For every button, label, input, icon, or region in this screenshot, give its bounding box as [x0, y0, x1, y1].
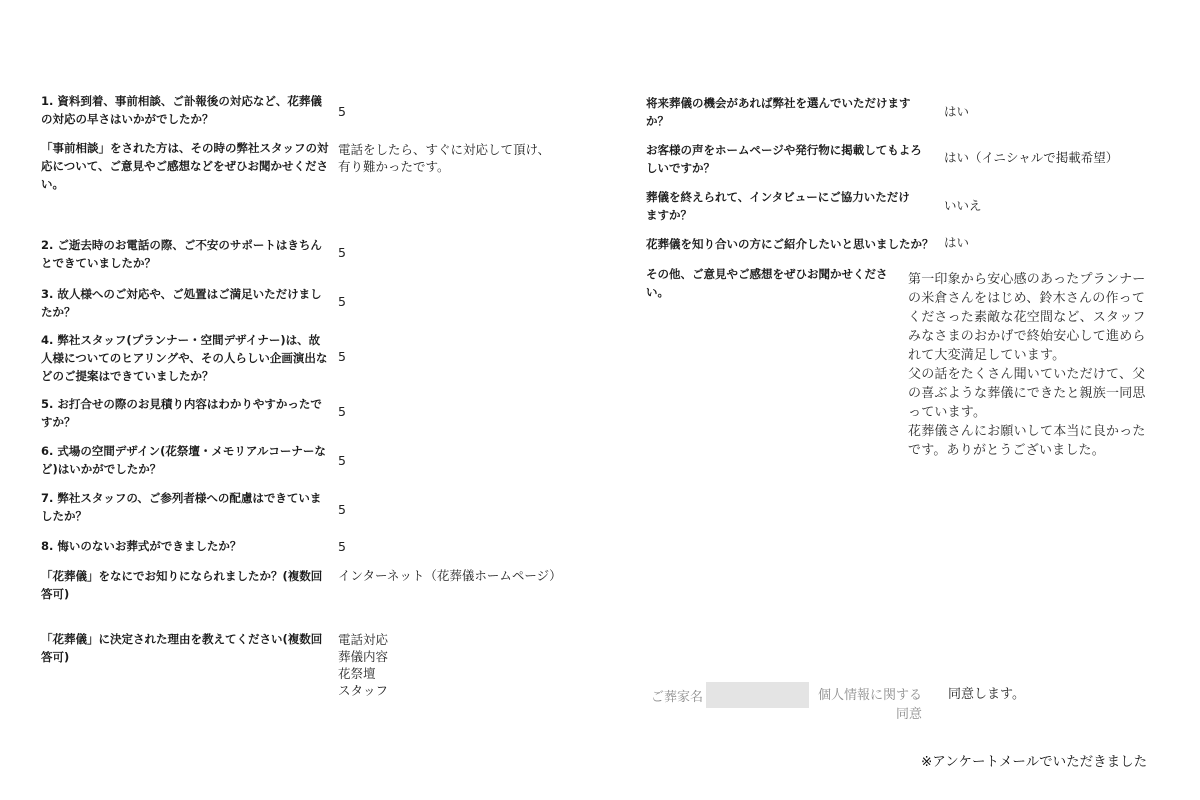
privacy-label — [818, 686, 924, 724]
privacy-label-line2: 同意 — [895, 707, 922, 722]
answer-7: 5 — [338, 502, 346, 517]
privacy-label-line1: 個人情報に関する — [818, 688, 923, 703]
source-note: ※アンケートメールでいただきました — [921, 754, 1148, 770]
question-1: 1. 資料到着、事前相談、ご訃報後の対応など、花葬儀の対応の早さはいかがでしたか？ — [41, 94, 322, 126]
question-future: 将来葬儀の機会があれば弊社を選んでいただけますか？ — [646, 96, 911, 128]
question-7: 7. 弊社スタッフの、ご参列者様への配慮はできていましたか？ — [41, 491, 322, 523]
question-reason: 「花葬儀」に決定された理由を教えてください(複数回答可) — [41, 632, 323, 664]
question-introduce: 花葬儀を知り合いの方にご紹介したいと思いましたか？ — [646, 237, 934, 251]
answer-other-handwritten: 第一印象から安心感のあったプランナーの米倉さんをはじめ、鈴木さんの作ってくださった素敵な花空間など、スタッフみなさまのおかげで終始安心して進められて大変満足しています。 父の話をたくさん聞いていただけて、父の喜ぶような葬儀にできたと親族一同思っています。 花葬儀さんにお願いして本当に良かったです。ありがとうございました。 — [908, 272, 1146, 458]
question-3: 3. 故人様へのご対応や、ご処置はご満足いただけましたか？ — [41, 287, 322, 319]
answer-reason: 電話対応 葬儀内容 花祭壇 スタッフ — [338, 632, 389, 698]
answer-future: はい — [944, 104, 970, 119]
answer-6: 5 — [338, 453, 346, 468]
answer-2: 5 — [338, 245, 346, 260]
answer-8: 5 — [338, 539, 346, 554]
question-interview: 葬儀を終えられて、インタビューにご協力いただけますか？ — [646, 190, 910, 222]
privacy-answer: 同意します。 — [948, 687, 1025, 702]
question-source: 「花葬儀」をなにでお知りになられましたか？(複数回答可) — [41, 569, 323, 601]
question-5: 5. お打合せの際のお見積り内容はわかりやすかったですか？ — [41, 397, 322, 429]
question-2: 2. ご逝去時のお電話の際、ご不安のサポートはきちんとできていましたか？ — [41, 238, 322, 270]
answer-3: 5 — [338, 294, 346, 309]
family-name-label: ご葬家名 — [651, 690, 704, 705]
family-name-redacted — [706, 682, 809, 708]
answer-interview: いいえ — [944, 198, 982, 213]
answer-publish: はい（イニシャルで掲載希望） — [944, 150, 1119, 165]
question-publish: お客様の声をホームページや発行物に掲載してもよろしいですか？ — [646, 143, 922, 175]
answer-introduce: はい — [944, 235, 970, 250]
answer-4: 5 — [338, 349, 346, 364]
question-6: 6. 式場の空間デザイン(花祭壇・メモリアルコーナーなど)はいかがでしたか？ — [41, 444, 326, 476]
answer-5: 5 — [338, 404, 346, 419]
answer-1: 5 — [338, 104, 346, 119]
answer-consult: 電話をしたら、すぐに対応して頂け、 有り難かったです。 — [338, 142, 551, 174]
question-8: 8. 悔いのないお葬式ができましたか？ — [41, 539, 242, 553]
question-consult: 「事前相談」をされた方は、その時の弊社スタッフの対応について、ご意見やご感想などをぜひお聞かせください。 — [41, 141, 329, 191]
question-4: 4. 弊社スタッフ(プランナー・空間デザイナー)は、故人様についてのヒアリングや、その人らしい企画演出などのご提案はできていましたか？ — [41, 333, 328, 383]
question-other: その他、ご意見やご感想をぜひお聞かせください。 — [646, 267, 888, 299]
answer-source: インターネット（花葬儀ホームページ） — [338, 568, 562, 583]
